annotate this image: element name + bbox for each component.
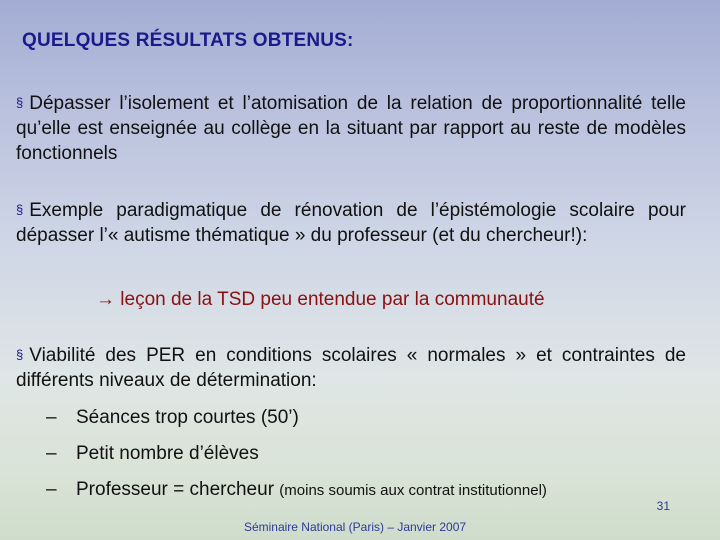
dash-icon: – [46,407,57,428]
arrow-right-icon: → [96,289,115,310]
bullet-text-3: Viabilité des PER en conditions scolaires « normales » et contraintes de différents niveaux de détermination: [16,345,686,391]
slide-title: QUELQUES RÉSULTATS OBTENUS: [22,30,354,51]
sub-item-note: (moins soumis aux contrat institutionnel) [279,482,547,499]
slide-footer: Séminaire National (Paris) – Janvier 2007 [243,520,467,534]
bullet-icon: § [16,347,24,362]
sub-item-1 [46,405,299,430]
bullet-text-2: Exemple paradigmatique de rénovation de l’épistémologie scolaire pour dépasser l’« autisme thématique » du professeur (et du chercheur!): [16,200,686,246]
bullet-point-2 [16,197,686,248]
bullet-point-3 [16,342,686,393]
sub-item-text-1: Séances trop courtes (50’) [76,407,299,428]
sub-item-3 [46,477,547,503]
bullet-point-1 [16,90,686,166]
sub-item-text-3: Professeur = chercheur [76,479,275,500]
page-number: 31 [656,499,670,513]
bullet-text-1: Dépasser l’isolement et l’atomisation de la relation de proportionnalité telle qu’elle est enseignée au collège en la situant par rapport au reste de modèles fonctionnels [16,93,686,164]
dash-icon: – [46,479,57,500]
bullet-icon: § [16,95,24,110]
dash-icon: – [46,443,57,464]
conclusion-text: leçon de la TSD peu entendue par la communauté [120,289,545,310]
bullet-icon: § [16,202,24,217]
conclusion-line [96,289,545,311]
sub-item-2 [46,441,259,466]
sub-item-text-2: Petit nombre d’élèves [76,443,259,464]
